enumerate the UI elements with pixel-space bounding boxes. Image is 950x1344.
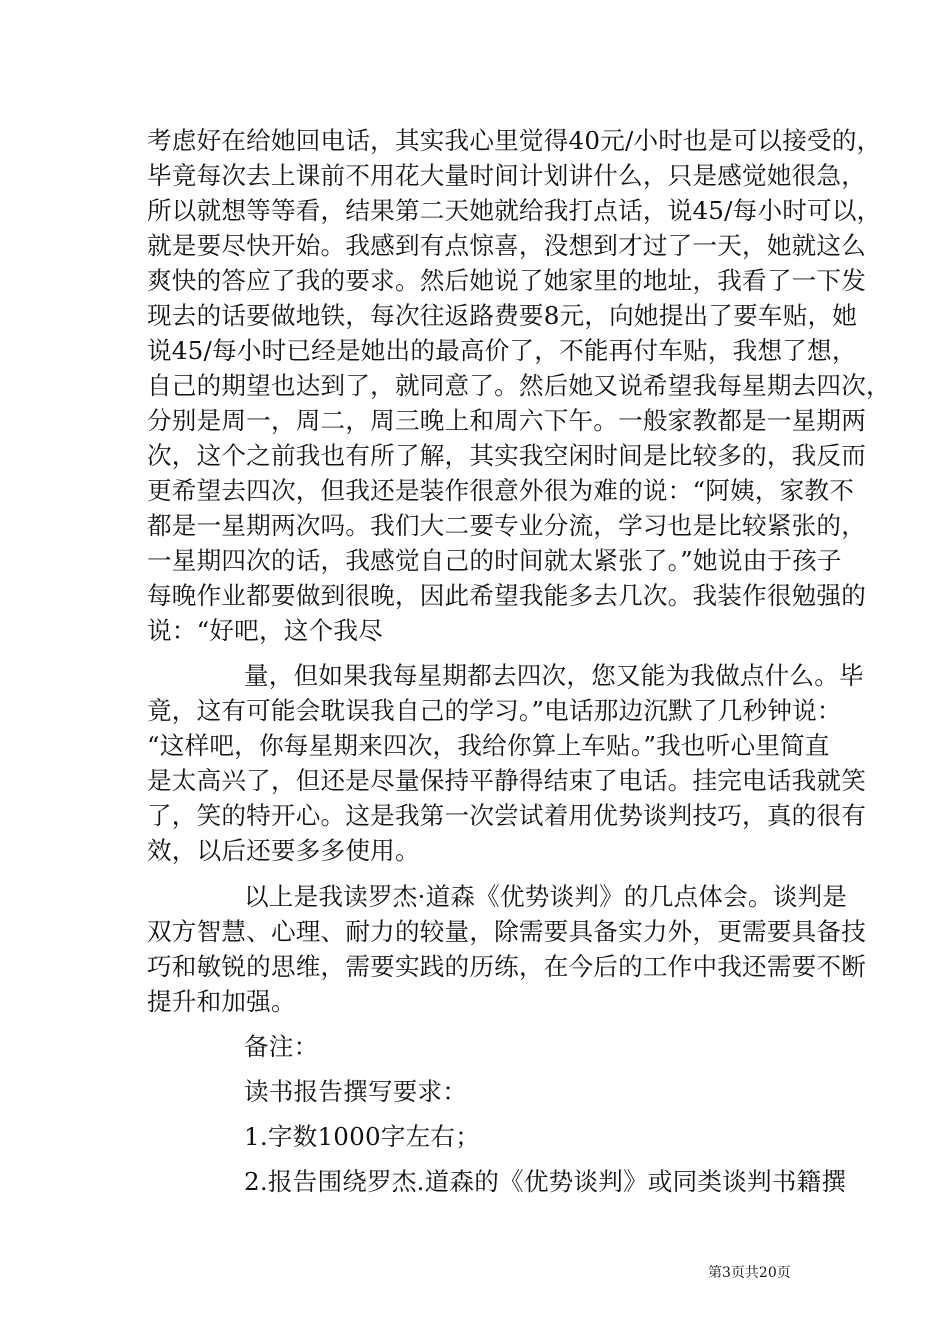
text-line: 分别是周一，周二，周三晚上和周六下午。一般家教都是一星期两 [147,406,867,435]
text-line: 双方智慧、心理、耐力的较量，除需要具备实力外，更需要具备技 [147,917,867,946]
text-line: 爽快的答应了我的要求。然后她说了她家里的地址，我看了一下发 [147,266,867,295]
text-line: 是太高兴了，但还是尽量保持平静得结束了电话。挂完电话我就笑 [147,766,867,795]
text-line: 效，以后还要多多使用。 [147,836,420,865]
text-line: 了，笑的特开心。这是我第一次尝试着用优势谈判技巧，真的很有 [147,801,867,830]
text-line: 以上是我读罗杰·道森《优势谈判》的几点体会。谈判是 [244,882,848,911]
text-line: 就是要尽快开始。我感到有点惊喜，没想到才过了一天，她就这么 [147,231,867,260]
text-line: 每晚作业都要做到很晚，因此希望我能多去几次。我装作很勉强的 [147,581,867,610]
notes-heading: 备注： [244,1032,319,1061]
text-line: 说45/每小时已经是她出的最高价了，不能再付车贴，我想了想， [147,336,857,365]
page-number: 第3页共20页 [708,1265,791,1281]
text-line: 考虑好在给她回电话，其实我心里觉得40元/小时也是可以接受的， [147,126,882,155]
text-line: 巧和敏锐的思维，需要实践的历练，在今后的工作中我还需要不断 [147,952,867,981]
text-line: 所以就想等等看，结果第二天她就给我打点话，说45/每小时可以， [147,196,882,225]
list-item: 2.报告围绕罗杰.道森的《优势谈判》或同类谈判书籍撰 [244,1167,847,1196]
text-line: 现去的话要做地铁，每次往返路费要8元，向她提出了要车贴，她 [147,301,858,330]
text-line: “这样吧，你每星期来四次，我给你算上车贴。”我也听心里简直 [147,731,830,760]
text-line: 次，这个之前我也有所了解，其实我空闲时间是比较多的，我反而 [147,441,867,470]
text-line: 竟，这有可能会耽误我自己的学习。”电话那边沉默了几秒钟说： [147,696,842,725]
text-line: 说：“好吧，这个我尽 [147,616,383,645]
text-line: 毕竟每次去上课前不用花大量时间计划讲什么，只是感觉她很急， [147,161,867,190]
text-line: 更希望去四次，但我还是装作很意外很为难的说：“阿姨，家教不 [147,476,855,505]
text-line: 量，但如果我每星期都去四次，您又能为我做点什么。毕 [244,661,864,690]
list-item: 1.字数1000字左右； [244,1122,481,1151]
text-line: 都是一星期两次吗。我们大二要专业分流，学习也是比较紧张的， [147,511,867,540]
text-line: 读书报告撰写要求： [244,1077,468,1106]
text-line: 一星期四次的话，我感觉自己的时间就太紧张了。”她说由于孩子 [147,546,842,575]
text-line: 自己的期望也达到了，就同意了。然后她又说希望我每星期去四次， [147,371,891,400]
text-line: 提升和加强。 [147,987,296,1016]
